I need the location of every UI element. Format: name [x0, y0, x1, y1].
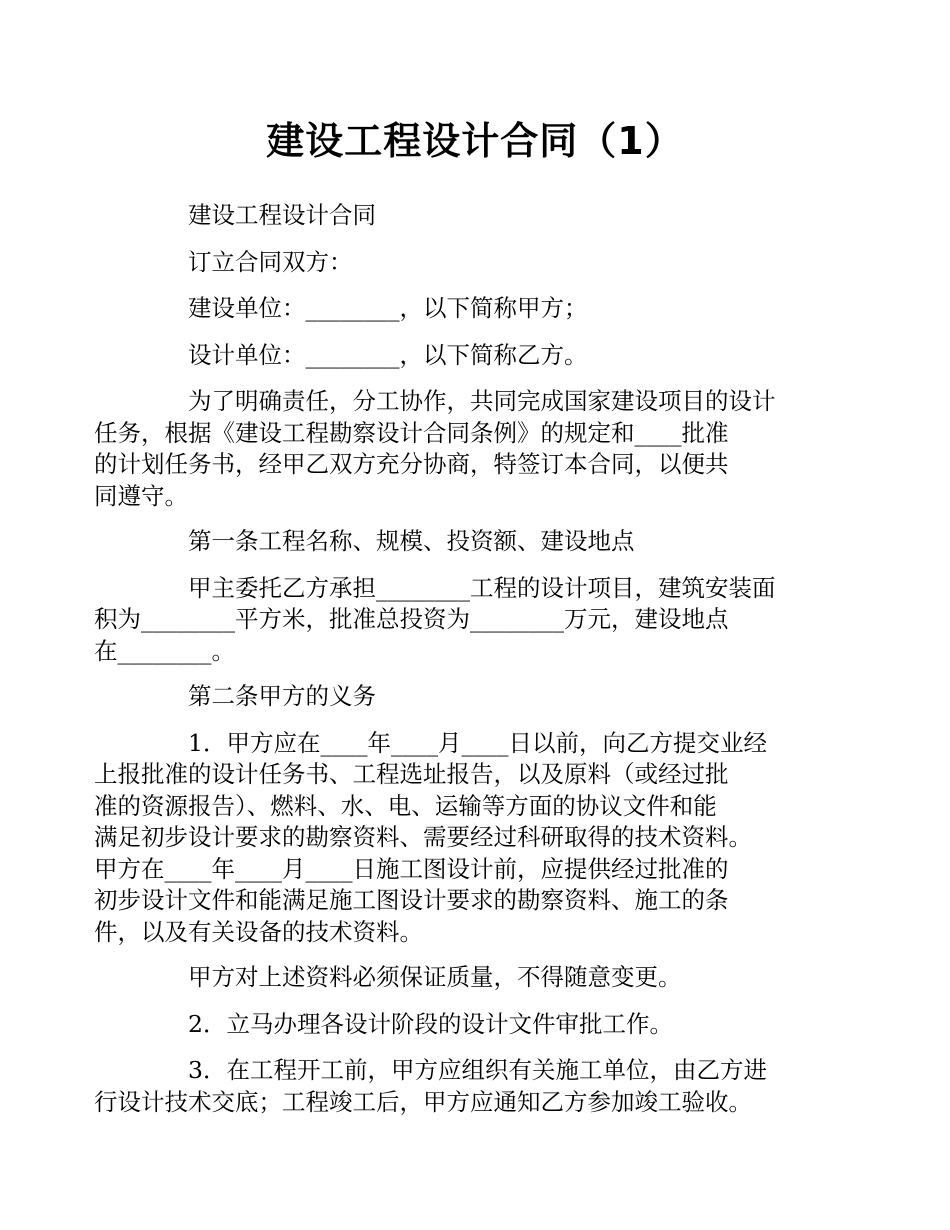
document-body: [94, 200, 829, 1132]
text-line: 建设工程设计合同: [188, 201, 376, 229]
text-line: 准的资源报告）、燃料、水、电、运输等方面的协议文件和能: [94, 791, 717, 820]
text-line: 初步设计文件和能满足施工图设计要求的勘察资料、施工的条: [94, 886, 729, 914]
paragraph-article-1-body: [94, 573, 829, 668]
text-line: 设计单位：________，以下简称乙方。: [188, 340, 588, 369]
text-line: 积为________平方米，批准总投资为________万元，建设地点: [94, 605, 729, 633]
paragraph-parties: [141, 247, 829, 279]
paragraph-article-2-item-3: [94, 1055, 829, 1118]
text-line: 第一条工程名称、规模、投资额、建设地点: [188, 527, 635, 555]
paragraph-article-1-heading: [141, 526, 829, 558]
text-line: 2．立马办理各设计阶段的设计文件审批工作。: [188, 1009, 673, 1038]
text-line: 1．甲方应在____年____月____日以前，向乙方提交业经: [188, 728, 767, 757]
text-line: 在________。: [94, 636, 235, 665]
paragraph-party-a: [141, 293, 829, 325]
text-line: 件，以及有关设备的技术资料。: [94, 917, 423, 946]
text-line: 甲方在____年____月____日施工图设计前，应提供经过批准的: [94, 854, 729, 883]
text-line: 为了明确责任，分工协作，共同完成国家建设项目的设计: [188, 387, 776, 415]
text-line: 3．在工程开工前，甲方应组织有关施工单位，由乙方进: [188, 1056, 767, 1084]
text-line: 建设单位：________，以下简称甲方；: [188, 294, 588, 322]
paragraph-party-b: [141, 340, 829, 372]
paragraph-article-2-heading: [141, 681, 829, 713]
paragraph-article-2-item-2: [141, 1009, 829, 1041]
text-line: 订立合同双方：: [188, 247, 353, 276]
text-line: 的计划任务书，经甲乙双方充分协商，特签订本合同，以便共: [94, 450, 729, 478]
paragraph-article-2-item-1: [94, 728, 829, 949]
document-title: 建设工程设计合同（1）: [266, 119, 684, 163]
paragraph-heading: [141, 200, 829, 232]
text-line: 第二条甲方的义务: [188, 682, 376, 710]
text-line: 任务，根据《建设工程勘察设计合同条例》的规定和____批准: [94, 418, 729, 447]
paragraph-preamble: [94, 386, 829, 512]
text-line: 甲方对上述资料必须保证质量，不得随意变更。: [188, 963, 682, 991]
text-line: 满足初步设计要求的勘察资料、需要经过科研取得的技术资料。: [94, 823, 752, 851]
text-line: 行设计技术交底；工程竣工后，甲方应通知乙方参加竣工验收。: [94, 1087, 752, 1116]
text-line: 甲主委托乙方承担________工程的设计项目，建筑安装面: [188, 573, 776, 602]
paragraph-quality-note: [141, 962, 829, 994]
text-line: 同遵守。: [94, 481, 188, 510]
text-line: 上报批准的设计任务书、工程选址报告，以及原料（或经过批: [94, 760, 729, 788]
